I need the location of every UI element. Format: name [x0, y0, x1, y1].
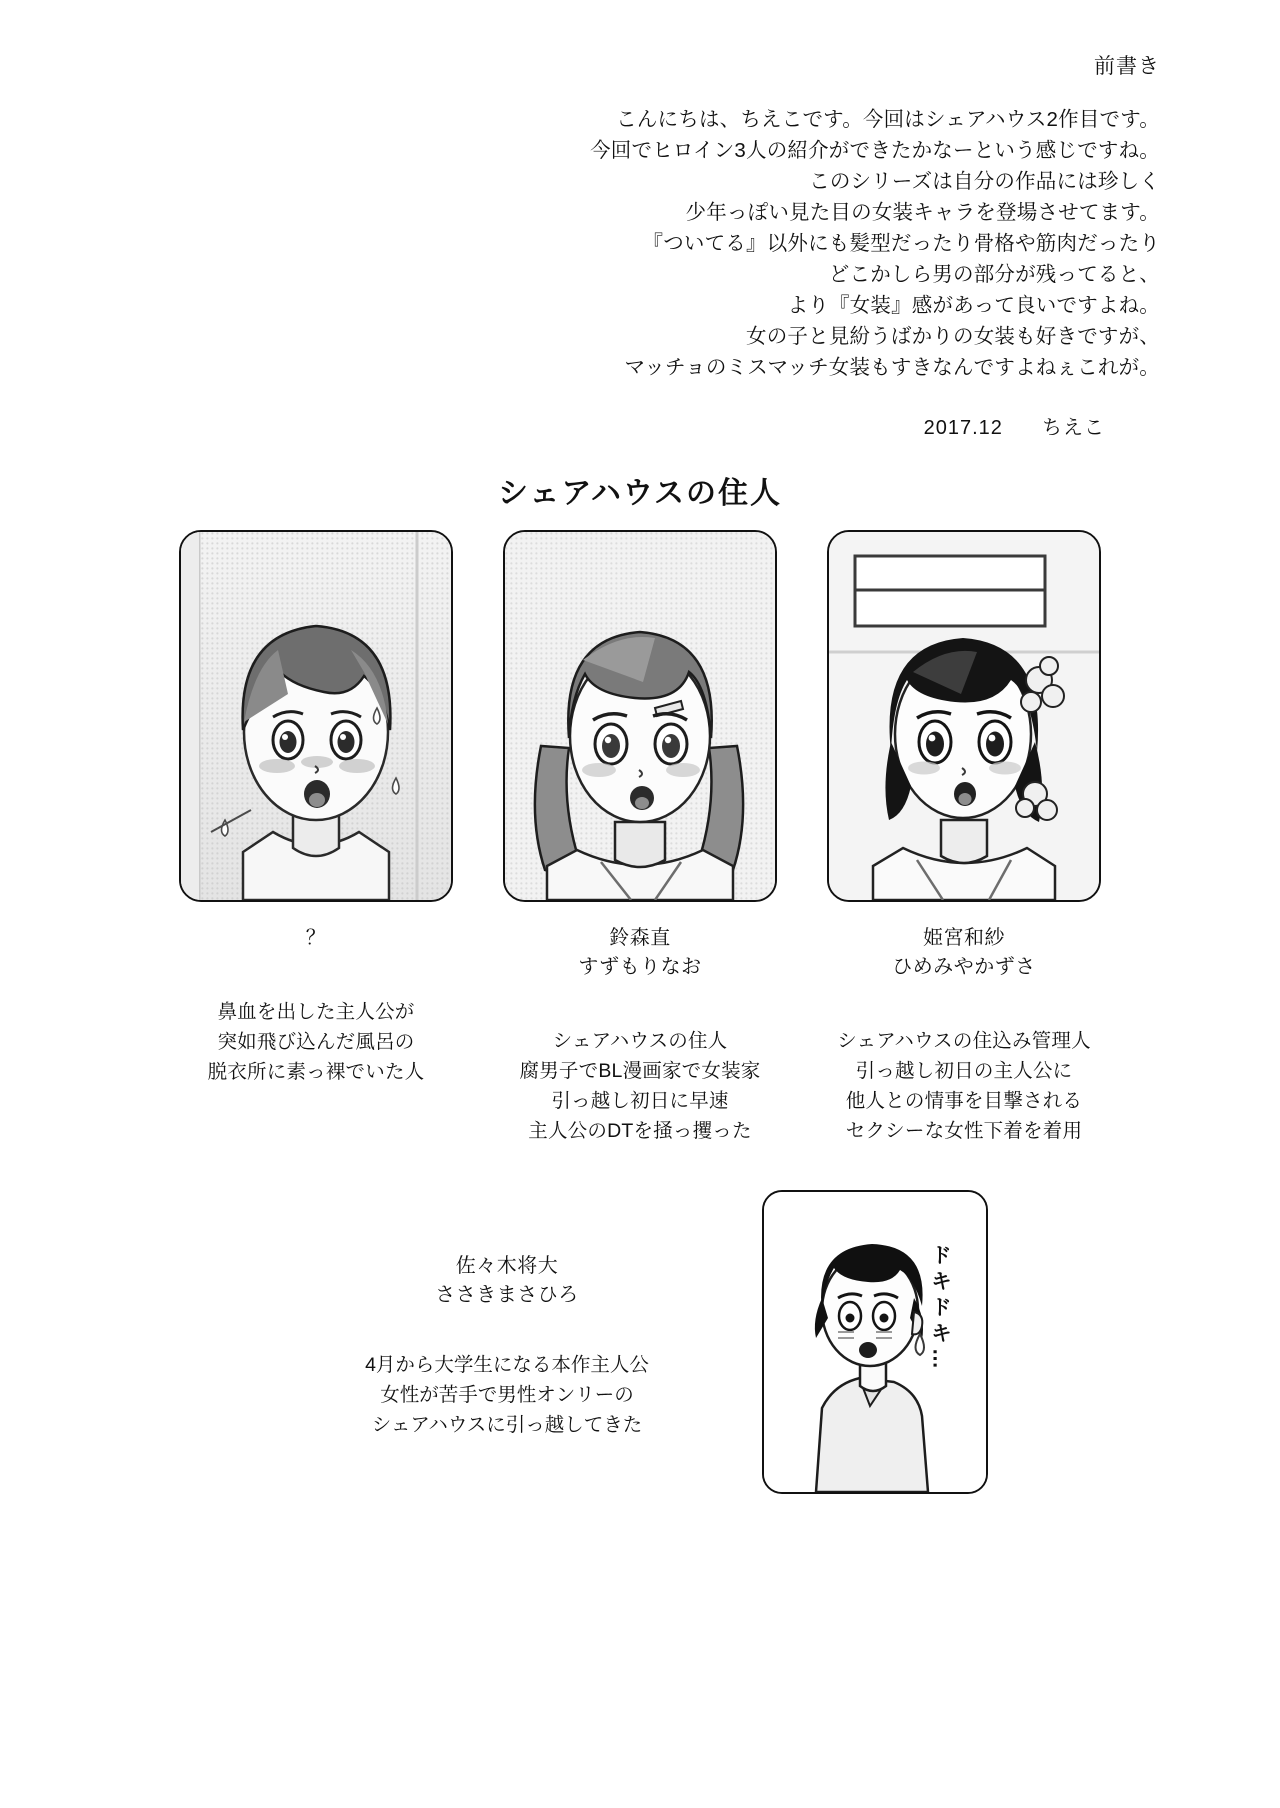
- preface-line: 今回でヒロイン3人の紹介ができたかなーという感じですね。: [590, 139, 1160, 162]
- character-names: [306, 924, 327, 953]
- character-desc-line: 鼻血を出した主人公が: [217, 1001, 415, 1023]
- character-portrait-3: [827, 530, 1101, 902]
- preface-line: 少年っぽい見た目の女装キャラを登場させてます。: [685, 201, 1160, 224]
- character-portrait-2: [503, 530, 777, 902]
- preface-body: [380, 104, 1160, 383]
- protagonist-description: [292, 1350, 722, 1440]
- protagonist-portrait: [762, 1190, 988, 1494]
- preface-author: ちえこ: [1042, 417, 1105, 439]
- protagonist-name-kana: ささきまさひろ: [435, 1284, 579, 1306]
- character-desc-line: 脱衣所に素っ裸でいた人: [207, 1061, 425, 1083]
- character-desc-line: 他人との情事を目撃される: [845, 1090, 1083, 1112]
- section-title: シェアハウスの住人: [497, 477, 783, 510]
- preface-line: 『ついてる』以外にも髪型だったり骨格や筋肉だったり: [642, 232, 1160, 255]
- preface-date: 2017.12: [923, 417, 1003, 439]
- preface-section: [380, 52, 1160, 443]
- character-desc-line: セクシーな女性下着を着用: [845, 1120, 1083, 1142]
- preface-line: より『女装』感があって良いですよね。: [787, 294, 1160, 317]
- protagonist-name-kanji: 佐々木将大: [455, 1255, 559, 1277]
- preface-line: このシリーズは自分の作品には珍しく: [809, 170, 1160, 193]
- character-description: [520, 1026, 761, 1146]
- character-desc-line: 主人公のDTを掻っ攫った: [528, 1120, 752, 1142]
- protagonist-text: [292, 1190, 722, 1440]
- character-name-kana: すずもりなお: [578, 956, 702, 978]
- character-name-kanji: 姫宮和紗: [923, 927, 1005, 949]
- character-desc-line: 引っ越し初日に早速: [551, 1090, 729, 1112]
- protagonist-desc-line: シェアハウスに引っ越してきた: [371, 1414, 643, 1436]
- character-card: [826, 530, 1102, 1146]
- character-desc-line: 腐男子でBL漫画家で女装家: [519, 1060, 761, 1082]
- protagonist-names: [292, 1252, 722, 1310]
- character-names: [578, 924, 701, 982]
- protagonist-desc-line: 4月から大学生になる本作主人公: [365, 1354, 649, 1376]
- character-portrait-1: [179, 530, 453, 902]
- character-desc-line: 引っ越し初日の主人公に: [855, 1060, 1073, 1082]
- preface-line: こんにちは、ちえこです。今回はシェアハウス2作目です。: [616, 108, 1160, 131]
- protagonist-desc-line: 女性が苦手で男性オンリーの: [380, 1384, 634, 1406]
- preface-title: 前書き: [1094, 55, 1160, 78]
- protagonist-section: [0, 1190, 1280, 1494]
- character-name-kanji: ？: [305, 927, 327, 949]
- character-card: [502, 530, 778, 1146]
- preface-line: 女の子と見紛うばかりの女装も好きですが、: [746, 325, 1160, 348]
- character-card: [178, 530, 454, 1146]
- preface-line: どこかしら男の部分が残ってると、: [828, 263, 1160, 286]
- character-desc-line: シェアハウスの住込み管理人: [837, 1030, 1091, 1052]
- sfx-text: ドキドキ…: [928, 1244, 952, 1374]
- preface-signature: [380, 413, 1160, 443]
- character-name-kana: ひめみやかずさ: [892, 956, 1036, 978]
- character-name-kanji: 鈴森直: [609, 927, 671, 949]
- character-description: [837, 1026, 1091, 1146]
- character-description: [208, 997, 425, 1087]
- preface-line: マッチョのミスマッチ女装もすきなんですよねぇこれが。: [624, 356, 1160, 379]
- character-desc-line: シェアハウスの住人: [552, 1030, 728, 1052]
- character-desc-line: 突如飛び込んだ風呂の: [217, 1031, 415, 1053]
- character-names: [892, 924, 1036, 982]
- character-list: [0, 530, 1280, 1146]
